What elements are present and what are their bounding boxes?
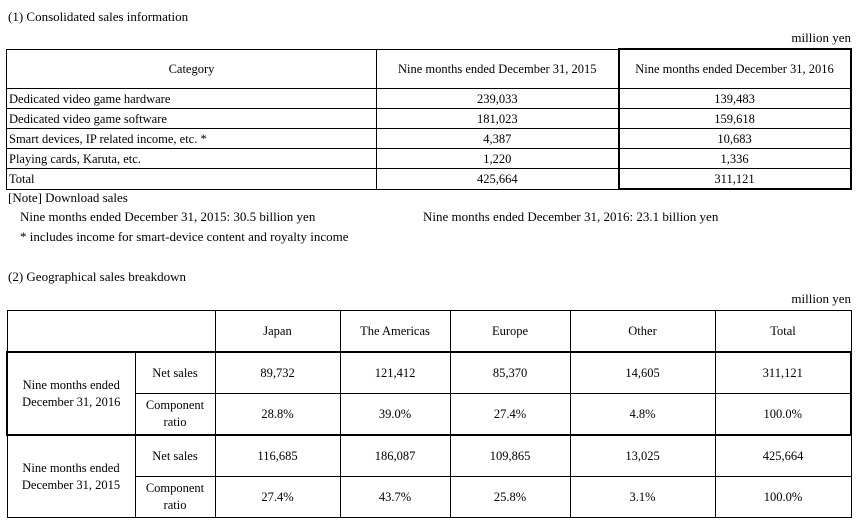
value-cell: 43.7% [340, 477, 450, 518]
header-total: Total [715, 311, 851, 353]
value-cell: 3.1% [570, 477, 715, 518]
ratio-label-line: ratio [163, 498, 187, 512]
section1-title: (1) Consolidated sales information [8, 9, 189, 24]
header-europe: Europe [450, 311, 570, 353]
value-cell: 186,087 [340, 435, 450, 477]
section2-title: (2) Geographical sales breakdown [8, 269, 186, 284]
ratio-label-line: Component [145, 398, 205, 412]
period-line: December 31, 2016 [22, 394, 121, 409]
period-line: Nine months ended [22, 460, 120, 475]
header-other: Other [570, 311, 715, 353]
period-line: Nine months ended [22, 377, 120, 392]
value-2016: 1,336 [619, 149, 851, 169]
period-line: December 31, 2015 [21, 477, 121, 492]
period-cell [7, 352, 135, 435]
value-cell: 25.8% [450, 477, 570, 518]
value-cell: 116,685 [215, 435, 340, 477]
value-cell: 4.8% [570, 394, 715, 436]
category-cell: Total [7, 169, 377, 190]
value-2015: 4,387 [377, 129, 619, 149]
category-cell: Playing cards, Karuta, etc. [7, 149, 377, 169]
value-cell: 14,605 [570, 352, 715, 394]
value-cell: 100.0% [715, 394, 851, 436]
header-japan: Japan [215, 311, 340, 353]
value-cell: 425,664 [715, 435, 851, 477]
header-blank [7, 311, 215, 353]
table-row [7, 352, 851, 394]
table-header-row [7, 311, 851, 353]
net-sales-label: Net sales [135, 435, 215, 477]
value-cell: 85,370 [450, 352, 570, 394]
section2-unit: million yen [791, 291, 851, 306]
category-cell: Dedicated video game hardware [7, 89, 377, 109]
category-cell: Smart devices, IP related income, etc. * [7, 129, 377, 149]
table-header-row [7, 49, 851, 89]
value-cell: 27.4% [450, 394, 570, 436]
section1-unit: million yen [791, 30, 851, 45]
value-cell: 27.4% [215, 477, 340, 518]
table-row [7, 109, 851, 129]
table-row [7, 129, 851, 149]
value-cell: 13,025 [570, 435, 715, 477]
component-ratio-label [135, 394, 215, 436]
value-cell: 100.0% [715, 477, 851, 518]
value-cell: 121,412 [340, 352, 450, 394]
value-cell: 311,121 [715, 352, 851, 394]
category-cell: Dedicated video game software [7, 109, 377, 129]
table-row [7, 89, 851, 109]
header-americas: The Americas [340, 311, 450, 353]
value-2016: 159,618 [619, 109, 851, 129]
geographical-sales-table [6, 310, 852, 518]
value-cell: 39.0% [340, 394, 450, 436]
value-2015: 425,664 [377, 169, 619, 190]
value-2016: 139,483 [619, 89, 851, 109]
value-2015: 239,033 [377, 89, 619, 109]
consolidated-sales-table [6, 48, 852, 190]
header-2016: Nine months ended December 31, 2016 [619, 49, 851, 89]
table-row [7, 149, 851, 169]
footnote: * includes income for smart-device content and royalty income [20, 229, 349, 244]
net-sales-label: Net sales [135, 352, 215, 394]
period-cell [7, 435, 135, 518]
ratio-label-line: Component [145, 481, 205, 495]
header-2015: Nine months ended December 31, 2015 [377, 49, 619, 89]
total-row [7, 169, 851, 190]
value-2016: 311,121 [619, 169, 851, 190]
value-cell: 89,732 [215, 352, 340, 394]
value-2016: 10,683 [619, 129, 851, 149]
component-ratio-label [135, 477, 215, 518]
note-2015: Nine months ended December 31, 2015: 30.5 billion yen [20, 209, 316, 224]
value-cell: 109,865 [450, 435, 570, 477]
note-2016: Nine months ended December 31, 2016: 23.1 billion yen [423, 209, 719, 224]
table-row [7, 435, 851, 477]
header-category: Category [7, 49, 377, 89]
note-title: [Note] Download sales [8, 190, 128, 205]
value-cell: 28.8% [215, 394, 340, 436]
ratio-label-line: ratio [163, 415, 187, 429]
value-2015: 181,023 [377, 109, 619, 129]
value-2015: 1,220 [377, 149, 619, 169]
